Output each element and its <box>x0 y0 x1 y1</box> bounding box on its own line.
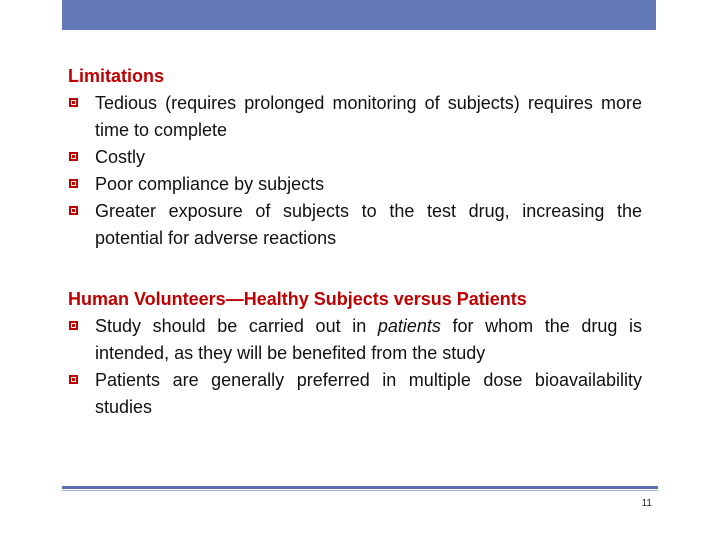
emphasis-text: patients <box>377 316 441 336</box>
section-heading: Limitations <box>68 66 165 86</box>
list-item <box>68 90 642 144</box>
square-bullet-icon <box>69 152 78 161</box>
volunteers-section <box>68 287 642 421</box>
bullet-text: Tedious (requires prolonged monitoring of subjects) requires more time to complete <box>95 93 642 140</box>
square-bullet-icon <box>69 179 78 188</box>
square-bullet-icon <box>69 98 78 107</box>
list-item <box>68 171 642 198</box>
bullet-text: for whom the drug is intended, as they will be benefited from the study <box>95 316 643 363</box>
bullet-text: Poor compliance by subjects <box>95 174 325 194</box>
square-bullet-icon <box>69 321 78 330</box>
header-band <box>62 0 656 30</box>
list-item <box>68 198 642 252</box>
bullet-text: Greater exposure of subjects to the test drug, increasing the potential for adverse reactions <box>95 201 642 248</box>
footer-rule <box>62 486 658 489</box>
list-item <box>68 313 642 367</box>
page-number: 11 <box>641 498 652 509</box>
bullet-text: Patients are generally preferred in multiple dose bioavailability studies <box>95 370 642 417</box>
square-bullet-icon <box>69 206 78 215</box>
square-bullet-icon <box>69 375 78 384</box>
list-item <box>68 367 642 421</box>
section-heading: Human Volunteers—Healthy Subjects versus Patients <box>68 289 527 309</box>
bullet-list <box>68 313 642 421</box>
footer-rule-thin <box>62 490 658 491</box>
list-item <box>68 144 642 171</box>
bullet-text: Study should be carried out in <box>95 316 378 336</box>
bullet-list <box>68 90 642 252</box>
limitations-section <box>68 64 642 252</box>
bullet-text: Costly <box>95 147 146 167</box>
